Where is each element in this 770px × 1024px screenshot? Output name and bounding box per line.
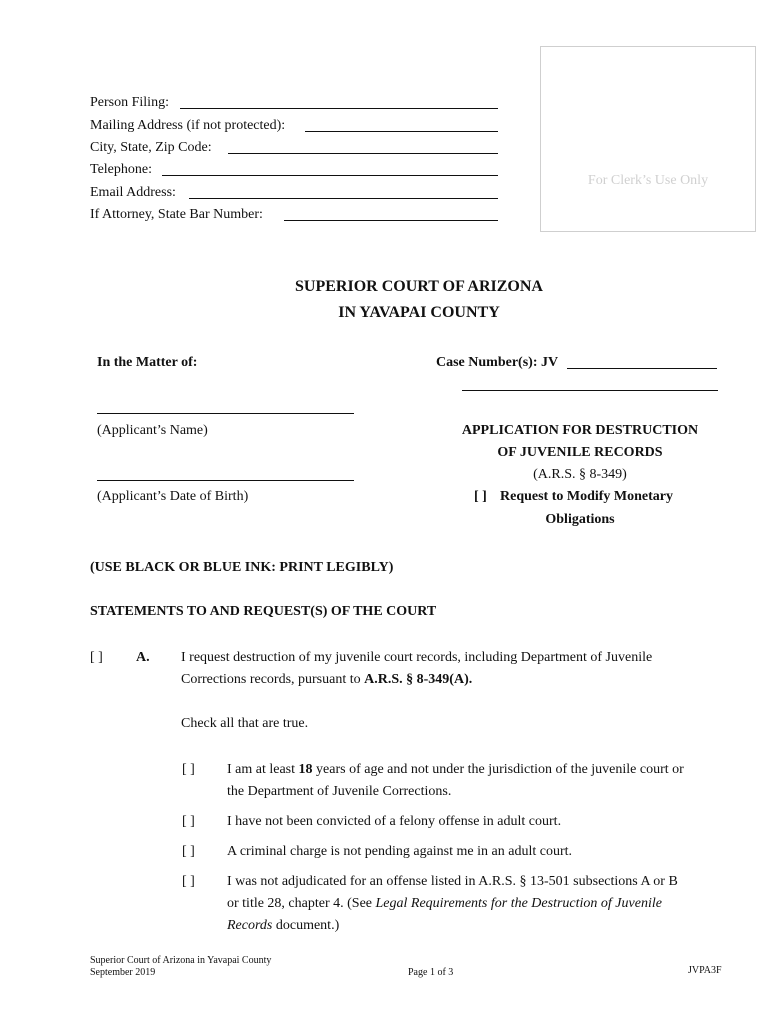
item2-checkbox[interactable]: [ ] xyxy=(182,814,195,829)
in-the-matter-label: In the Matter of: xyxy=(97,355,198,370)
court-title-line1: SUPERIOR COURT OF ARIZONA xyxy=(295,278,543,295)
item4-line1: I was not adjudicated for an offense listed in A.R.S. § 13-501 subsections A or B xyxy=(227,874,678,889)
item2-text: I have not been convicted of a felony offense in adult court. xyxy=(227,814,562,829)
footer-date: September 2019 xyxy=(90,967,156,978)
footer-page-number: Page 1 of 3 xyxy=(408,967,454,978)
clerk-use-box xyxy=(540,46,756,232)
application-title-line2: OF JUVENILE RECORDS xyxy=(497,445,663,460)
item3-checkbox[interactable]: [ ] xyxy=(182,844,195,859)
court-title-line2: IN YAVAPAI COUNTY xyxy=(338,304,500,321)
applicant-dob-label: (Applicant’s Date of Birth) xyxy=(97,489,249,504)
section-a-checkbox[interactable]: [ ] xyxy=(90,650,103,665)
mailing-address-label: Mailing Address (if not protected): xyxy=(90,118,286,133)
applicant-name-field[interactable] xyxy=(97,413,354,414)
item1-line1: I am at least 18 years of age and not under the jurisdiction of the juvenile court or xyxy=(227,762,684,777)
section-a-line1: I request destruction of my juvenile court records, including Department of Juvenile xyxy=(181,650,653,665)
city-state-zip-label: City, State, Zip Code: xyxy=(90,140,212,155)
item4-line2: or title 28, chapter 4. (See Legal Requirements for the Destruction of Juvenile xyxy=(227,896,662,911)
footer-court: Superior Court of Arizona in Yavapai County xyxy=(90,955,272,966)
applicant-name-label: (Applicant’s Name) xyxy=(97,423,208,438)
check-all-instruction: Check all that are true. xyxy=(181,716,309,731)
item4-line3: Records document.) xyxy=(227,918,340,933)
modify-obligations-checkbox[interactable]: [ ] xyxy=(474,489,487,504)
telephone-field[interactable] xyxy=(162,175,498,176)
applicant-dob-field[interactable] xyxy=(97,480,354,481)
person-filing-label: Person Filing: xyxy=(90,95,169,110)
modify-obligations-label-2: Obligations xyxy=(545,512,615,527)
modify-obligations-label: Request to Modify Monetary xyxy=(500,489,674,504)
case-number-field[interactable] xyxy=(567,368,717,369)
case-number-label: Case Number(s): JV xyxy=(436,355,559,370)
item1-line2: the Department of Juvenile Corrections. xyxy=(227,784,452,799)
ink-instructions: (USE BLACK OR BLUE INK: PRINT LEGIBLY) xyxy=(90,560,394,575)
item1-checkbox[interactable]: [ ] xyxy=(182,762,195,777)
case-number-field-2[interactable] xyxy=(462,390,718,391)
state-bar-number-label: If Attorney, State Bar Number: xyxy=(90,207,263,222)
item4-checkbox[interactable]: [ ] xyxy=(182,874,195,889)
state-bar-number-field[interactable] xyxy=(284,220,498,221)
section-a-line2: Corrections records, pursuant to A.R.S. § 8-349(A). xyxy=(181,672,473,687)
item3-text: A criminal charge is not pending against me in an adult court. xyxy=(227,844,572,859)
city-state-zip-field[interactable] xyxy=(228,153,498,154)
footer-form-id: JVPA3F xyxy=(688,965,722,976)
statements-heading: STATEMENTS TO AND REQUEST(S) OF THE COURT xyxy=(90,604,437,619)
person-filing-field[interactable] xyxy=(180,108,498,109)
mailing-address-field[interactable] xyxy=(305,131,498,132)
clerk-use-text: For Clerk’s Use Only xyxy=(587,173,709,188)
application-statute: (A.R.S. § 8-349) xyxy=(533,467,627,482)
section-a-letter: A. xyxy=(136,650,150,665)
telephone-label: Telephone: xyxy=(90,162,152,177)
email-address-label: Email Address: xyxy=(90,185,176,200)
application-title-line1: APPLICATION FOR DESTRUCTION xyxy=(461,423,699,438)
email-address-field[interactable] xyxy=(189,198,498,199)
